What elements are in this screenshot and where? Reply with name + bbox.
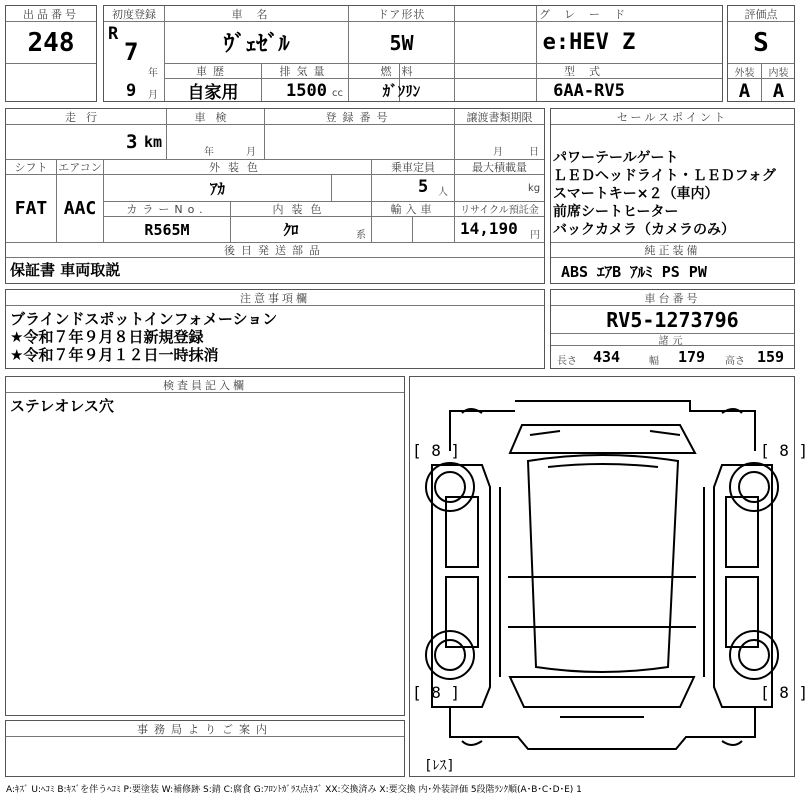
exterior-label: 外装 [734,67,755,79]
equipment-label: 純正装備 [644,243,701,257]
equipment-value: ABS ｴｱB ｱﾙﾐ PS PW [561,262,707,281]
car-name-label: 車名 [231,7,282,21]
ac-label: エアコン [58,160,102,174]
first-reg-label: 初度登録 [112,7,156,21]
car-diagram-box [409,376,808,777]
transfer-day-unit: 日 [529,147,539,158]
length-value: 434 [593,348,621,366]
int-color-label: 内装色 [272,202,330,216]
legend-text: A:ｷｽﾞ U:ﾍｺﾐ B:ｷｽﾞを伴うﾍｺﾐ P:要塗装 W:補修跡 S:錆 C:腐食 G:ﾌﾛﾝﾄｶﾞﾗｽ点ｷｽﾞ XX:交換済み X:要交換 内･外装評価 5段階ﾗﾝｸ順(A･B･C･D･E) 1 [6,785,582,795]
note-line: ブラインドスポットインフォメーション [10,310,278,328]
sales-points-label: セールスポイント [616,110,728,124]
car-diagram [410,377,794,776]
sales-point-line: 前席シートヒーター [553,204,679,220]
spare-tire: [ﾚｽ] [424,758,455,774]
import-label: 輸入車 [390,202,436,216]
dims-label: 諸元 [658,335,687,347]
inspector-label: 検査員記入欄 [163,378,247,392]
sales-point-line: ＬＥＤヘッドライト・ＬＥＤフォグ [553,168,776,184]
inspection-month-unit: 月 [246,147,256,158]
year-value: 7 [124,38,139,66]
car-name-value: ｳﾞｪｾﾞﾙ [223,32,290,57]
month-value: 9 [126,81,137,101]
note-line: ★令和７年９月１２日一時抹消 [10,346,219,364]
model-value: 6AA-RV5 [553,80,625,101]
office-label: 事務局よりご案内 [137,722,273,736]
vehicle-header-box [103,5,723,102]
transfer-label: 譲渡書類期限 [466,110,533,124]
lot-number-label: 出品番号 [23,7,79,21]
month-unit: 月 [148,90,158,101]
fuel-value: ｶﾞｿﾘﾝ [382,82,421,100]
exterior-value: A [738,79,751,102]
sales-points-box [550,108,795,284]
notes-box [5,289,545,369]
ext-color-value: ｱｶ [209,179,225,198]
load-label: 最大積載量 [472,160,527,174]
transfer-month-unit: 月 [493,147,503,158]
lot-number-value: 248 [27,27,75,58]
color-no-label: カラーNo. [126,202,208,216]
load-unit: kg [528,183,541,194]
displacement-value: 1500 [286,80,327,101]
sales-point-line: スマートキー×２（車内） [553,186,719,202]
sales-point-line: バックカメラ（カメラのみ） [553,222,735,238]
color-no-value: R565M [144,220,190,239]
mileage-unit: km [144,133,163,151]
sales-points-text [553,149,776,239]
inspection-year-unit: 年 [204,147,214,158]
ext-color-label: 外装色 [209,160,266,174]
later-parts-label: 後日発送部品 [224,243,326,257]
lot-number-box [5,5,97,102]
grade-label: グレード [539,7,639,21]
details-box [5,108,545,284]
notes-label: 注意事項欄 [240,291,310,305]
history-label: 車歴 [196,64,230,78]
width-value: 179 [678,348,706,366]
score-label: 評価点 [744,7,778,21]
displacement-label: 排気量 [279,64,331,78]
int-color-unit: 系 [356,230,366,241]
mileage-label: 走行 [65,110,107,124]
height-value: 159 [757,348,785,366]
tire-rear-right: [ 8 ] [760,683,808,702]
sales-point-line: パワーテールゲート [553,150,679,166]
notes-text [10,310,277,364]
door-label: ドア形状 [377,7,426,21]
capacity-label: 乗車定員 [391,160,435,174]
shift-value: FAT [14,198,48,219]
grade-value: e:HEV Z [542,30,636,55]
score-box [727,5,795,102]
era-value: R [108,24,119,44]
chassis-value: RV5-1273796 [606,307,739,332]
tire-rear-left: [ 8 ] [412,683,461,702]
inspector-text: ステレオレス穴 [10,397,114,415]
capacity-value: 5 [418,177,429,197]
inspection-label: 車検 [194,110,237,124]
width-label: 幅 [649,356,659,367]
note-line: ★令和７年９月８日新規登録 [10,328,204,346]
model-label: 型式 [564,64,614,78]
recycle-unit: 円 [530,230,540,241]
height-label: 高さ [725,356,745,367]
shift-label: シフト [14,160,48,174]
tire-front-right: [ 8 ] [760,441,808,460]
door-value: 5W [389,30,414,55]
interior-value: A [772,79,785,102]
score-value: S [753,27,769,58]
displacement-unit: cc [332,88,343,99]
chassis-label: 車台番号 [644,291,701,305]
recycle-value: 14,190 [460,219,518,238]
ac-value: AAC [63,198,97,219]
later-parts-value: 保証書 車両取説 [10,261,121,279]
length-label: 長さ [557,356,577,367]
tire-front-left: [ 8 ] [412,441,461,460]
chassis-box [550,289,795,369]
inspector-box [5,376,405,716]
reg-no-label: 登録番号 [325,110,394,124]
fuel-label: 燃料 [380,64,423,78]
year-unit: 年 [148,68,158,79]
recycle-label: リサイクル預託金 [460,205,539,216]
history-value: 自家用 [187,83,239,103]
capacity-unit: 人 [438,187,448,198]
int-color-value: ｸﾛ [283,221,299,239]
office-box [5,720,405,777]
mileage-value: 3 [126,131,138,153]
interior-label: 内装 [768,67,789,79]
